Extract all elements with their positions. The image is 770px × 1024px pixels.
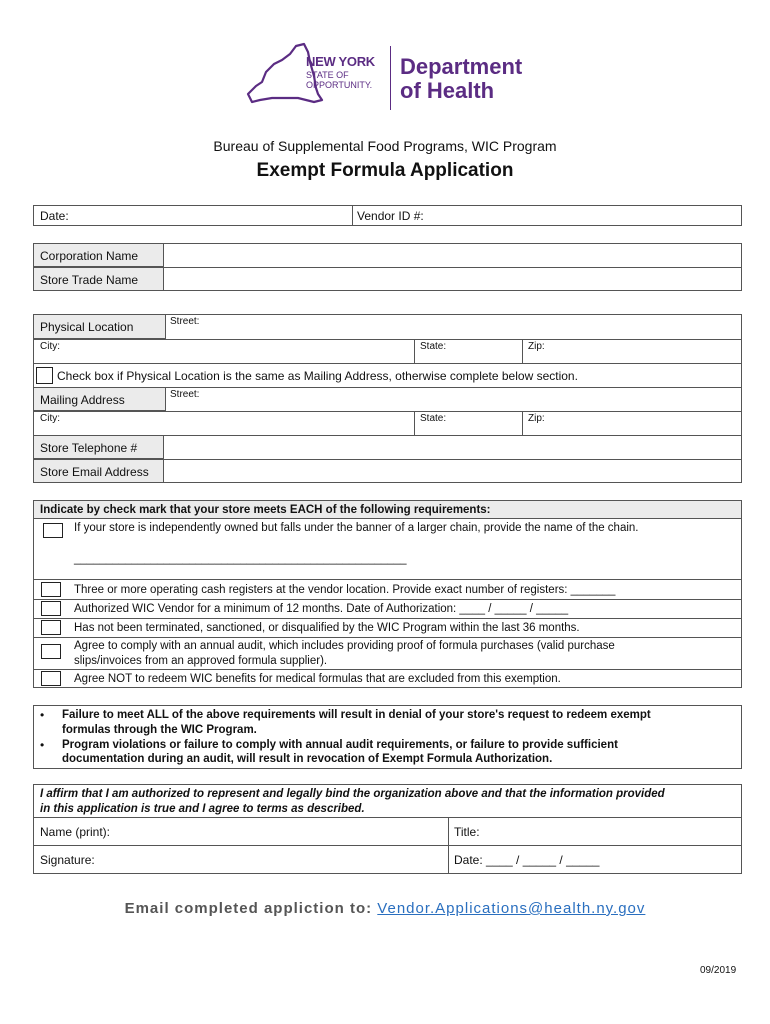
requirement-no-medical-checkbox[interactable] — [41, 671, 61, 686]
page-title: Exempt Formula Application — [256, 160, 514, 181]
mailing-zip-field[interactable]: Zip: — [528, 413, 545, 424]
requirement-registers-text: Three or more operating cash registers at the vendor location. Provide exact number of registers: _______ — [74, 584, 616, 596]
mailing-state-field[interactable]: State: — [420, 413, 447, 424]
title-field[interactable]: Title: — [454, 825, 480, 839]
corporation-name-label: Corporation Name — [33, 243, 164, 267]
requirement-not-terminated-text: Has not been terminated, sanctioned, or disqualified by the WIC Program within the last 36 months. — [74, 622, 580, 634]
date-field[interactable]: Date: — [40, 209, 69, 223]
email-instruction — [0, 900, 770, 917]
physical-zip-field[interactable]: Zip: — [528, 341, 545, 352]
physical-location-label: Physical Location — [33, 314, 166, 339]
requirements-heading: Indicate by check mark that your store meets EACH of the following requirements: — [34, 501, 741, 519]
logo-divider — [390, 46, 391, 110]
affirmation-line1: I affirm that I am authorized to represent and legally bind the organization above and that the information provided — [40, 788, 665, 800]
notice-bullet-1: • — [40, 708, 45, 722]
store-telephone-label: Store Telephone # — [33, 435, 164, 459]
requirement-audit-text-cont: slips/invoices from an approved formula supplier). — [74, 655, 328, 667]
logo-state-line3: OPPORTUNITY. — [306, 80, 373, 90]
logo-dept-line2: of Health — [400, 78, 495, 103]
affirmation-line2: in this application is true and I agree to terms as described. — [40, 803, 365, 815]
signature-field[interactable]: Signature: — [40, 853, 95, 867]
mailing-address-label: Mailing Address — [33, 387, 166, 411]
email-instruction-prefix: Email completed appliction to: — [124, 900, 373, 917]
requirement-audit-text: Agree to comply with an annual audit, which includes providing proof of formula purchases (valid purchase — [74, 640, 615, 652]
requirement-chain-checkbox[interactable] — [43, 523, 63, 538]
store-trade-name-input[interactable] — [165, 268, 741, 290]
bureau-subtitle: Bureau of Supplemental Food Programs, WIC Program — [213, 138, 557, 154]
notice-bullet-2: • — [40, 738, 45, 752]
store-telephone-input[interactable] — [165, 436, 741, 458]
notice-2-line1: Program violations or failure to comply with annual audit requirements, or failure to provide sufficient — [62, 739, 618, 751]
requirement-audit-checkbox[interactable] — [41, 644, 61, 659]
requirement-registers-checkbox[interactable] — [41, 582, 61, 597]
store-trade-name-label: Store Trade Name — [33, 267, 164, 291]
name-print-field[interactable]: Name (print): — [40, 825, 111, 839]
store-email-input[interactable] — [165, 460, 741, 482]
chain-name-blank[interactable]: ____________________________________________________ — [74, 553, 407, 565]
vendor-id-field[interactable]: Vendor ID #: — [357, 209, 424, 223]
requirement-chain-text: If your store is independently owned but falls under the banner of a larger chain, provide the name of the chain. — [74, 522, 639, 534]
notice-1-line1: Failure to meet ALL of the above requirements will result in denial of your store's request to redeem exempt — [62, 709, 651, 721]
requirement-no-medical-text: Agree NOT to redeem WIC benefits for medical formulas that are excluded from this exemption. — [74, 673, 561, 685]
logo — [244, 42, 534, 114]
signature-date-field[interactable]: Date: ____ / _____ / _____ — [454, 853, 600, 867]
store-email-label: Store Email Address — [33, 459, 164, 483]
physical-state-field[interactable]: State: — [420, 341, 447, 352]
requirement-authorized-checkbox[interactable] — [41, 601, 61, 616]
logo-state-line2: STATE OF — [306, 70, 349, 80]
physical-street-field[interactable]: Street: — [170, 316, 200, 327]
same-address-label: Check box if Physical Location is the same as Mailing Address, otherwise complete below section. — [57, 369, 578, 383]
requirement-authorized-text: Authorized WIC Vendor for a minimum of 12 months. Date of Authorization: ____ / _____ / _____ — [74, 603, 569, 615]
same-address-checkbox[interactable] — [36, 367, 53, 384]
mailing-city-field[interactable]: City: — [40, 413, 60, 424]
notice-1-line2: formulas through the WIC Program. — [62, 724, 257, 736]
logo-dept-line1: Department — [400, 54, 523, 79]
logo-state-line1: NEW YORK — [306, 54, 375, 69]
physical-city-field[interactable]: City: — [40, 341, 60, 352]
corporation-name-input[interactable] — [165, 244, 741, 266]
form-version: 09/2019 — [700, 965, 737, 976]
vendor-applications-email-link[interactable]: Vendor.Applications@health.ny.gov — [377, 900, 646, 917]
requirement-not-terminated-checkbox[interactable] — [41, 620, 61, 635]
mailing-street-field[interactable]: Street: — [170, 389, 200, 400]
notice-2-line2: documentation during an audit, will result in revocation of Exempt Formula Authorization. — [62, 753, 553, 765]
